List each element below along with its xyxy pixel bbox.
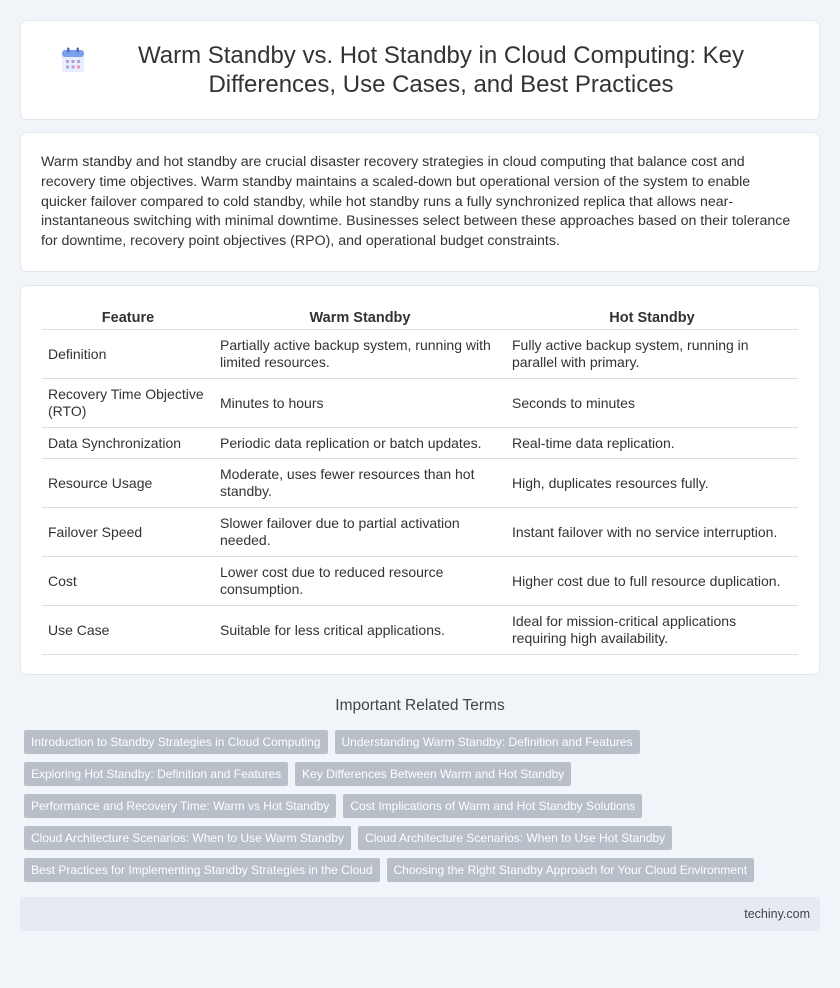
- cell-feature: Use Case: [42, 606, 214, 655]
- cell-hot: Ideal for mission-critical applications requiring high availability.: [506, 606, 798, 655]
- related-terms-list: [24, 730, 816, 882]
- table-row: [42, 459, 798, 508]
- cell-warm: Minutes to hours: [214, 379, 506, 428]
- footer: [20, 897, 820, 931]
- cell-warm: Lower cost due to reduced resource consumption.: [214, 557, 506, 606]
- cell-warm: Periodic data replication or batch updates.: [214, 428, 506, 459]
- intro-card: [20, 132, 820, 272]
- table-row: [42, 428, 798, 459]
- related-term-link[interactable]: Introduction to Standby Strategies in Cloud Computing: [24, 730, 328, 754]
- cell-feature: Failover Speed: [42, 508, 214, 557]
- table-row: [42, 606, 798, 655]
- related-term-link[interactable]: Cloud Architecture Scenarios: When to Use Warm Standby: [24, 826, 351, 850]
- related-term-link[interactable]: Cloud Architecture Scenarios: When to Use Hot Standby: [358, 826, 672, 850]
- table-row: [42, 508, 798, 557]
- cell-feature: Resource Usage: [42, 459, 214, 508]
- cell-feature: Data Synchronization: [42, 428, 214, 459]
- footer-site-link[interactable]: techiny.com: [744, 907, 810, 921]
- calendar-icon: [61, 47, 85, 73]
- header-feature: Feature: [42, 304, 214, 330]
- cell-warm: Partially active backup system, running with limited resources.: [214, 330, 506, 379]
- table-row: [42, 557, 798, 606]
- cell-warm: Moderate, uses fewer resources than hot standby.: [214, 459, 506, 508]
- comparison-table-card: [20, 285, 820, 675]
- cell-hot: Real-time data replication.: [506, 428, 798, 459]
- table-row: [42, 379, 798, 428]
- cell-hot: Instant failover with no service interruption.: [506, 508, 798, 557]
- header-card: [20, 20, 820, 120]
- cell-hot: Higher cost due to full resource duplication.: [506, 557, 798, 606]
- intro-paragraph: Warm standby and hot standby are crucial disaster recovery strategies in cloud computing that balance cost and recovery time objectives. Warm standby maintains a scaled-down but operational version of the system to enable quicker failover compared to cold standby, while hot standby runs a fully synchronized replica that allows near-instantaneous switching with minimal downtime. Businesses select between these approaches based on their tolerance for downtime, recovery point objectives (RPO), and operational budget constraints.: [41, 154, 791, 250]
- related-term-link[interactable]: Cost Implications of Warm and Hot Standby Solutions: [343, 794, 642, 818]
- page-title: Warm Standby vs. Hot Standby in Cloud Computing: Key Differences, Use Cases, and Best Practices: [137, 42, 745, 98]
- header-warm-standby: Warm Standby: [214, 304, 506, 330]
- related-term-link[interactable]: Key Differences Between Warm and Hot Standby: [295, 762, 571, 786]
- table-header-row: [42, 304, 798, 330]
- cell-hot: High, duplicates resources fully.: [506, 459, 798, 508]
- related-term-link[interactable]: Understanding Warm Standby: Definition and Features: [335, 730, 640, 754]
- related-term-link[interactable]: Choosing the Right Standby Approach for Your Cloud Environment: [387, 858, 755, 882]
- table-row: [42, 330, 798, 379]
- related-term-link[interactable]: Performance and Recovery Time: Warm vs Hot Standby: [24, 794, 336, 818]
- related-term-link[interactable]: Best Practices for Implementing Standby Strategies in the Cloud: [24, 858, 380, 882]
- cell-warm: Slower failover due to partial activation needed.: [214, 508, 506, 557]
- related-terms-title: Important Related Terms: [335, 697, 505, 714]
- cell-feature: Definition: [42, 330, 214, 379]
- cell-warm: Suitable for less critical applications.: [214, 606, 506, 655]
- cell-feature: Cost: [42, 557, 214, 606]
- cell-feature: Recovery Time Objective (RTO): [42, 379, 214, 428]
- cell-hot: Seconds to minutes: [506, 379, 798, 428]
- related-term-link[interactable]: Exploring Hot Standby: Definition and Features: [24, 762, 288, 786]
- cell-hot: Fully active backup system, running in parallel with primary.: [506, 330, 798, 379]
- header-hot-standby: Hot Standby: [506, 304, 798, 330]
- comparison-table: [42, 304, 798, 655]
